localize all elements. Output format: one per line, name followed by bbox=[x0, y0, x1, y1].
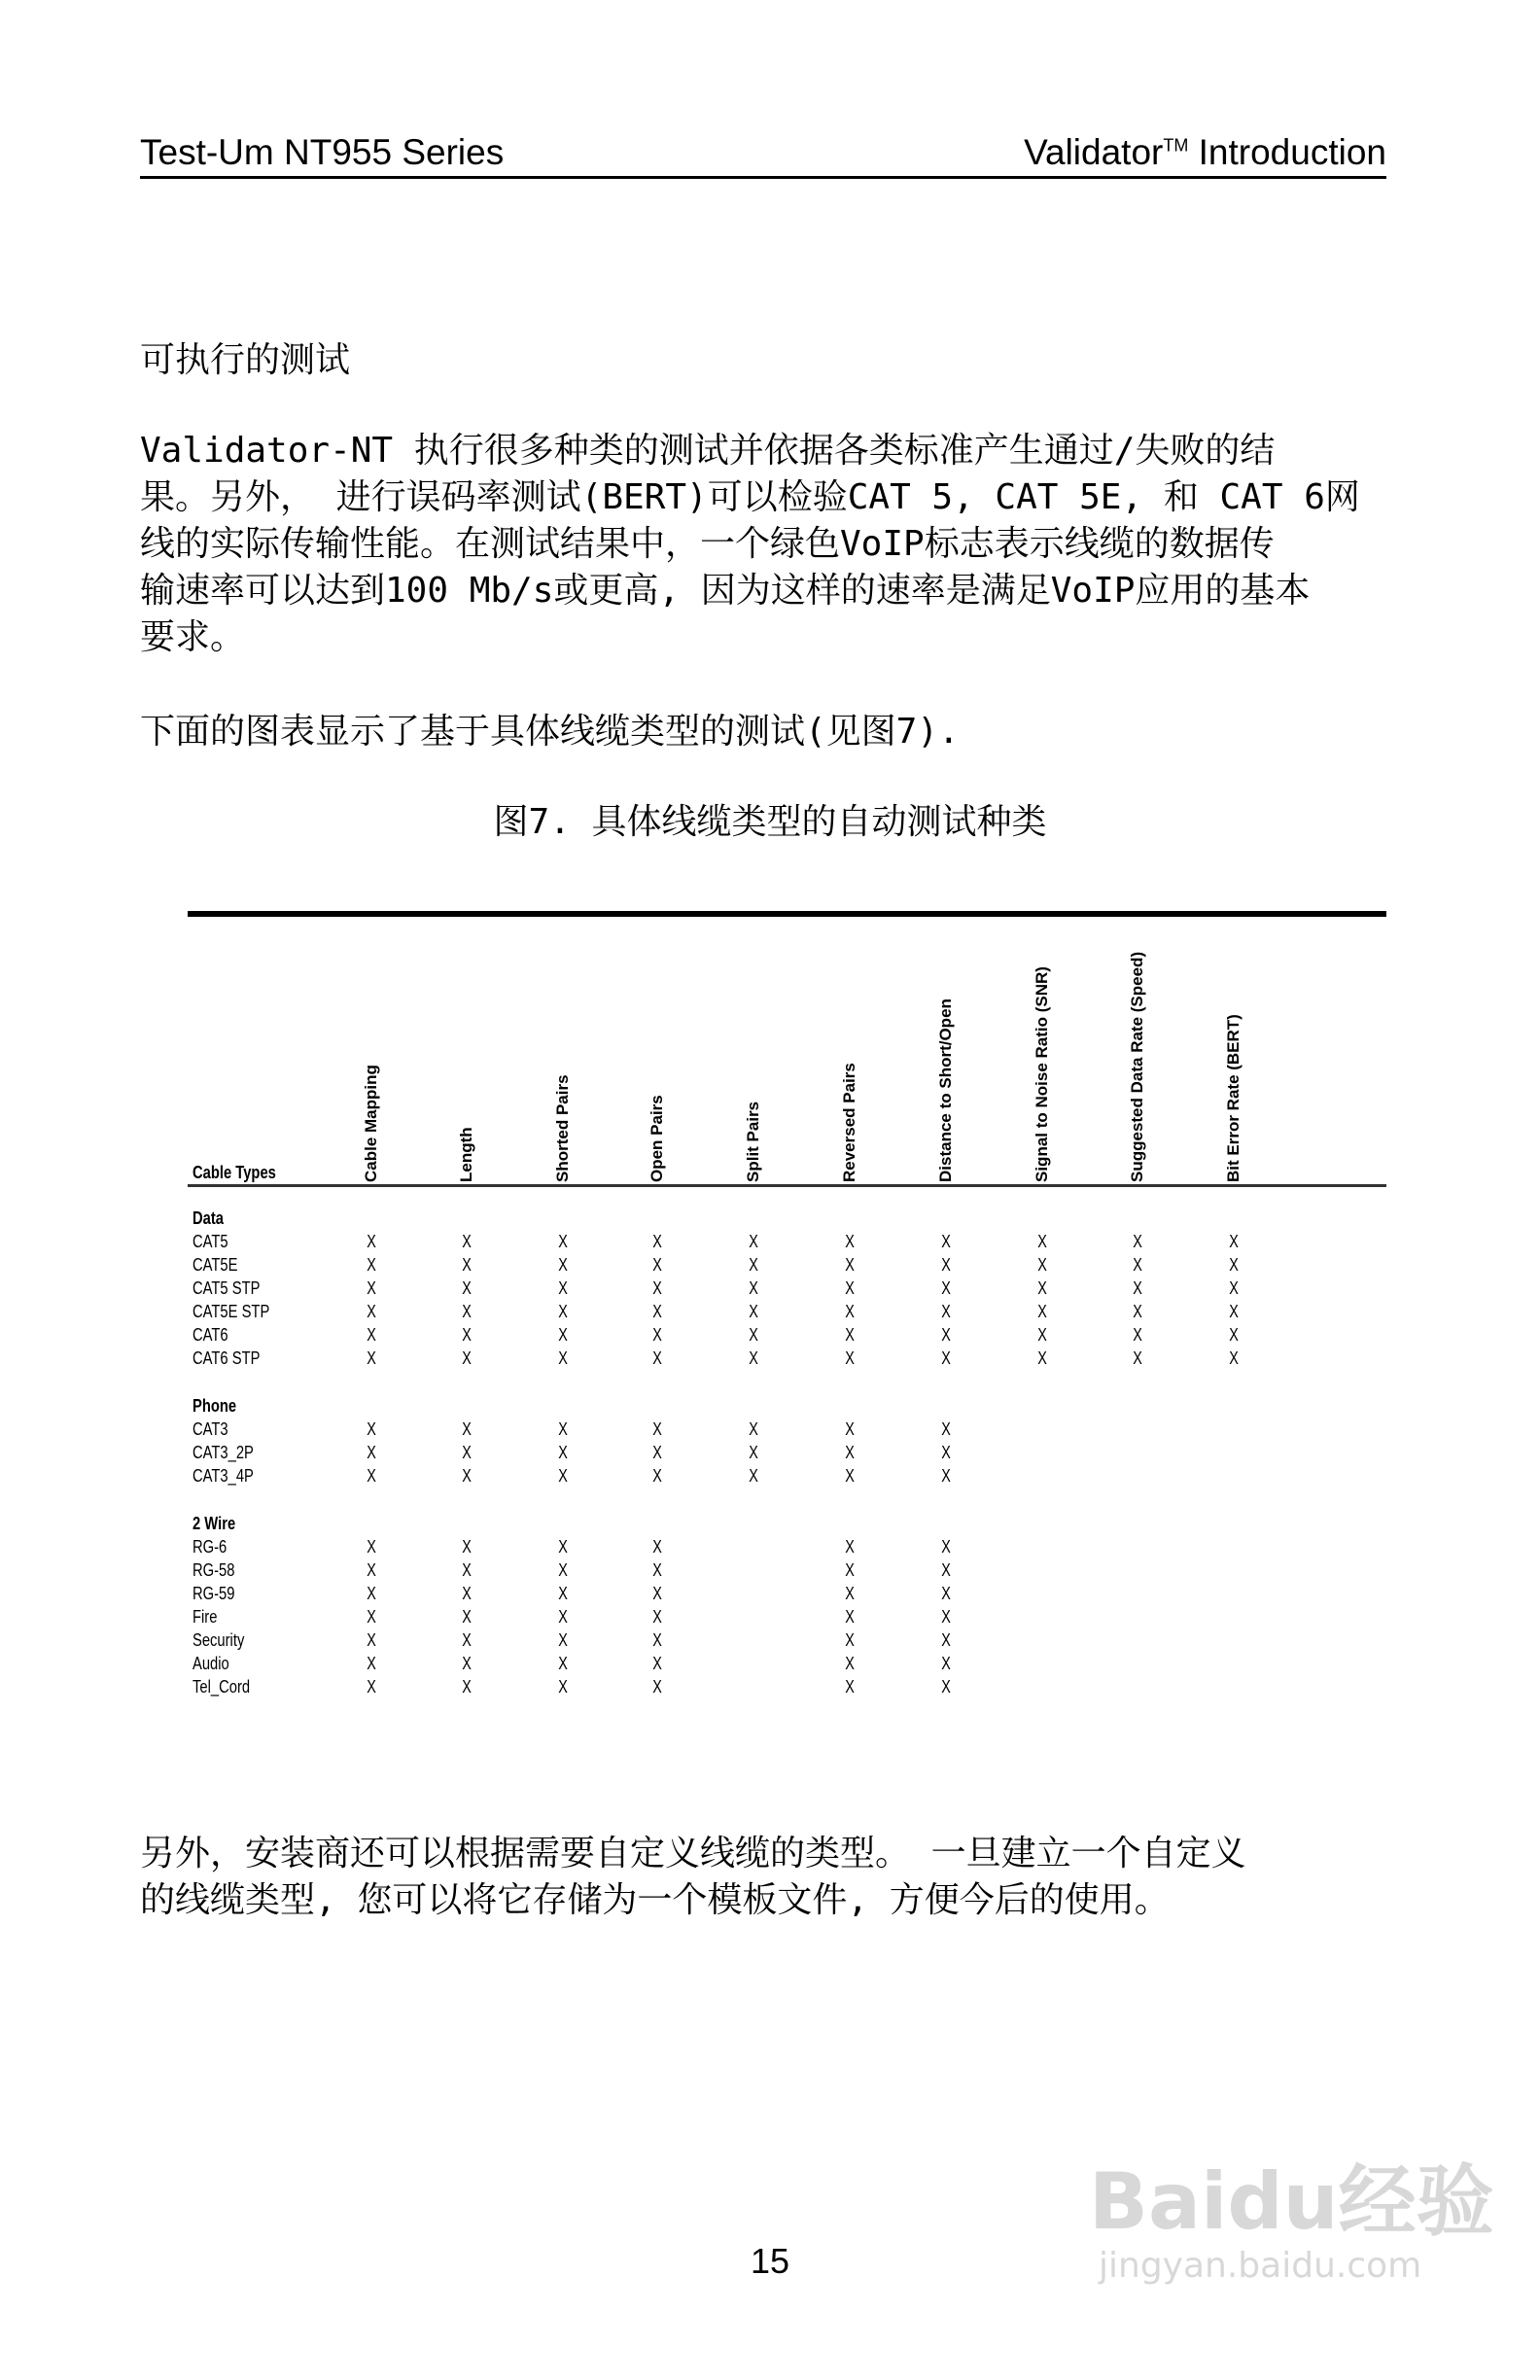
test-mark: X bbox=[462, 1537, 472, 1557]
cable-type-label: CAT6 bbox=[192, 1325, 228, 1345]
test-mark: X bbox=[941, 1443, 951, 1462]
column-header: Cable Mapping bbox=[362, 1065, 380, 1182]
test-mark: X bbox=[652, 1466, 662, 1486]
test-mark: X bbox=[941, 1677, 951, 1697]
cable-type-label: RG-59 bbox=[192, 1584, 235, 1603]
test-mark: X bbox=[941, 1278, 951, 1298]
test-mark: X bbox=[652, 1537, 662, 1557]
test-mark: X bbox=[652, 1607, 662, 1627]
cable-type-label: Tel_Cord bbox=[192, 1677, 251, 1697]
figure-caption: 图7. 具体线缆类型的自动测试种类 bbox=[493, 802, 1047, 842]
test-mark: X bbox=[1133, 1278, 1142, 1298]
column-header: Split Pairs bbox=[744, 1101, 762, 1182]
test-mark: X bbox=[941, 1584, 951, 1603]
test-mark: X bbox=[367, 1419, 376, 1439]
test-mark: X bbox=[367, 1325, 376, 1345]
intro-line: 下面的图表显示了基于具体线缆类型的测试(见图7). bbox=[140, 712, 960, 752]
test-mark: X bbox=[1229, 1348, 1239, 1368]
row-header: Cable Types bbox=[192, 1163, 276, 1182]
test-mark: X bbox=[1133, 1325, 1142, 1345]
header-section bbox=[1024, 132, 1386, 173]
test-mark: X bbox=[367, 1255, 376, 1275]
test-mark: X bbox=[367, 1677, 376, 1697]
paragraph-line: 输速率可以达到100 Mb/s或更高, 因为这样的速率是满足VoIP应用的基本 bbox=[140, 571, 1311, 611]
test-mark: X bbox=[367, 1302, 376, 1321]
test-mark: X bbox=[941, 1466, 951, 1486]
test-mark: X bbox=[1229, 1278, 1239, 1298]
test-mark: X bbox=[558, 1278, 568, 1298]
closing-line: 的线缆类型, 您可以将它存储为一个模板文件, 方便今后的使用。 bbox=[140, 1880, 1170, 1920]
test-mark: X bbox=[462, 1466, 472, 1486]
cable-type-label: CAT6 STP bbox=[192, 1348, 261, 1368]
test-mark: X bbox=[749, 1278, 758, 1298]
column-header: Distance to Short/Open bbox=[936, 998, 955, 1182]
test-mark: X bbox=[941, 1654, 951, 1673]
cable-type-label: CAT3_2P bbox=[192, 1443, 254, 1462]
test-mark: X bbox=[749, 1325, 758, 1345]
test-mark: X bbox=[558, 1419, 568, 1439]
column-header: Length bbox=[457, 1127, 475, 1182]
header-section-main: Validator bbox=[1024, 132, 1164, 172]
test-mark: X bbox=[749, 1302, 758, 1321]
test-mark: X bbox=[367, 1630, 376, 1650]
test-mark: X bbox=[462, 1302, 472, 1321]
test-mark: X bbox=[367, 1348, 376, 1368]
paragraph-line: 果。另外， 进行误码率测试(BERT)可以检验CAT 5, CAT 5E, 和 CAT 6网 bbox=[140, 477, 1360, 517]
paragraph-line: 要求。 bbox=[140, 617, 246, 657]
test-mark: X bbox=[941, 1348, 951, 1368]
column-header: Shorted Pairs bbox=[553, 1074, 572, 1182]
test-mark: X bbox=[652, 1325, 662, 1345]
group-header: Phone bbox=[192, 1396, 237, 1416]
cable-type-label: CAT5E bbox=[192, 1255, 238, 1275]
header-product: Test-Um NT955 Series bbox=[140, 132, 505, 172]
cable-type-label: CAT5 STP bbox=[192, 1278, 261, 1298]
test-mark: X bbox=[845, 1466, 855, 1486]
test-mark: X bbox=[1037, 1325, 1047, 1345]
test-mark: X bbox=[652, 1654, 662, 1673]
test-mark: X bbox=[652, 1348, 662, 1368]
test-mark: X bbox=[1229, 1232, 1239, 1251]
test-mark: X bbox=[845, 1419, 855, 1439]
test-mark: X bbox=[941, 1560, 951, 1580]
test-mark: X bbox=[845, 1630, 855, 1650]
test-mark: X bbox=[845, 1348, 855, 1368]
cable-type-label: CAT3 bbox=[192, 1419, 228, 1439]
test-mark: X bbox=[941, 1302, 951, 1321]
test-mark: X bbox=[652, 1630, 662, 1650]
group-header: Data bbox=[192, 1208, 224, 1228]
test-mark: X bbox=[462, 1443, 472, 1462]
test-mark: X bbox=[558, 1302, 568, 1321]
test-mark: X bbox=[845, 1584, 855, 1603]
test-mark: X bbox=[462, 1278, 472, 1298]
cable-type-label: CAT3_4P bbox=[192, 1466, 254, 1486]
test-mark: X bbox=[652, 1255, 662, 1275]
table-top-rule bbox=[188, 911, 1386, 917]
test-mark: X bbox=[462, 1677, 472, 1697]
test-mark: X bbox=[749, 1232, 758, 1251]
test-mark: X bbox=[749, 1348, 758, 1368]
test-mark: X bbox=[845, 1443, 855, 1462]
test-mark: X bbox=[558, 1537, 568, 1557]
cable-type-label: RG-58 bbox=[192, 1560, 235, 1580]
test-mark: X bbox=[845, 1654, 855, 1673]
paragraph-line: Validator-NT 执行很多种类的测试并依据各类标准产生通过/失败的结 bbox=[140, 431, 1276, 471]
test-mark: X bbox=[1229, 1302, 1239, 1321]
test-mark: X bbox=[462, 1654, 472, 1673]
test-mark: X bbox=[941, 1630, 951, 1650]
cable-type-label: RG-6 bbox=[192, 1537, 228, 1557]
test-mark: X bbox=[652, 1677, 662, 1697]
test-mark: X bbox=[652, 1584, 662, 1603]
test-mark: X bbox=[845, 1278, 855, 1298]
test-mark: X bbox=[558, 1654, 568, 1673]
test-mark: X bbox=[1133, 1302, 1142, 1321]
test-mark: X bbox=[367, 1584, 376, 1603]
test-mark: X bbox=[462, 1607, 472, 1627]
test-mark: X bbox=[941, 1232, 951, 1251]
paragraph-line: 线的实际传输性能。在测试结果中，一个绿色VoIP标志表示线缆的数据传 bbox=[140, 524, 1275, 564]
test-mark: X bbox=[558, 1560, 568, 1580]
cable-type-label: Security bbox=[192, 1630, 245, 1650]
test-mark: X bbox=[462, 1630, 472, 1650]
test-mark: X bbox=[749, 1255, 758, 1275]
test-mark: X bbox=[749, 1466, 758, 1486]
test-mark: X bbox=[462, 1560, 472, 1580]
test-mark: X bbox=[558, 1584, 568, 1603]
test-mark: X bbox=[941, 1537, 951, 1557]
test-mark: X bbox=[367, 1443, 376, 1462]
cable-type-label: Audio bbox=[192, 1654, 229, 1673]
test-mark: X bbox=[845, 1560, 855, 1580]
test-mark: X bbox=[462, 1348, 472, 1368]
group-header: 2 Wire bbox=[192, 1514, 236, 1533]
header-section-rest: Introduction bbox=[1188, 132, 1386, 172]
column-header: Suggested Data Rate (Speed) bbox=[1128, 951, 1146, 1182]
test-mark: X bbox=[845, 1302, 855, 1321]
column-header: Signal to Noise Ratio (SNR) bbox=[1032, 966, 1051, 1182]
test-mark: X bbox=[1229, 1325, 1239, 1345]
test-mark: X bbox=[845, 1325, 855, 1345]
test-mark: X bbox=[462, 1584, 472, 1603]
test-mark: X bbox=[941, 1255, 951, 1275]
test-mark: X bbox=[845, 1537, 855, 1557]
test-mark: X bbox=[1133, 1348, 1142, 1368]
column-header: Reversed Pairs bbox=[840, 1063, 858, 1182]
test-mark: X bbox=[367, 1654, 376, 1673]
test-mark: X bbox=[941, 1419, 951, 1439]
test-mark: X bbox=[558, 1443, 568, 1462]
test-mark: X bbox=[845, 1232, 855, 1251]
test-mark: X bbox=[652, 1560, 662, 1580]
test-mark: X bbox=[558, 1677, 568, 1697]
test-mark: X bbox=[462, 1325, 472, 1345]
test-mark: X bbox=[1037, 1348, 1047, 1368]
test-mark: X bbox=[558, 1630, 568, 1650]
test-mark: X bbox=[1037, 1302, 1047, 1321]
test-mark: X bbox=[558, 1607, 568, 1627]
test-mark: X bbox=[1037, 1232, 1047, 1251]
test-mark: X bbox=[1229, 1255, 1239, 1275]
test-mark: X bbox=[462, 1232, 472, 1251]
test-mark: X bbox=[367, 1466, 376, 1486]
test-mark: X bbox=[1133, 1255, 1142, 1275]
test-mark: X bbox=[941, 1325, 951, 1345]
test-mark: X bbox=[558, 1255, 568, 1275]
test-mark: X bbox=[652, 1302, 662, 1321]
test-mark: X bbox=[845, 1255, 855, 1275]
column-header: Bit Error Rate (BERT) bbox=[1224, 1014, 1242, 1182]
trademark: TM bbox=[1163, 135, 1189, 156]
test-mark: X bbox=[558, 1232, 568, 1251]
test-mark: X bbox=[845, 1607, 855, 1627]
table-header-rule bbox=[188, 1184, 1386, 1187]
test-mark: X bbox=[1133, 1232, 1142, 1251]
cable-type-label: Fire bbox=[192, 1607, 218, 1627]
page-number: 15 bbox=[750, 2241, 790, 2281]
test-mark: X bbox=[941, 1607, 951, 1627]
section-title: 可执行的测试 bbox=[140, 340, 351, 380]
closing-line: 另外，安装商还可以根据需要自定义线缆的类型。 一旦建立一个自定义 bbox=[140, 1834, 1246, 1873]
test-mark: X bbox=[558, 1348, 568, 1368]
test-mark: X bbox=[367, 1232, 376, 1251]
test-mark: X bbox=[1037, 1278, 1047, 1298]
test-mark: X bbox=[367, 1278, 376, 1298]
test-mark: X bbox=[845, 1677, 855, 1697]
test-mark: X bbox=[652, 1232, 662, 1251]
test-mark: X bbox=[367, 1560, 376, 1580]
test-mark: X bbox=[652, 1278, 662, 1298]
test-mark: X bbox=[652, 1419, 662, 1439]
test-mark: X bbox=[749, 1443, 758, 1462]
test-mark: X bbox=[558, 1325, 568, 1345]
test-mark: X bbox=[1037, 1255, 1047, 1275]
test-mark: X bbox=[462, 1419, 472, 1439]
test-mark: X bbox=[367, 1537, 376, 1557]
test-mark: X bbox=[462, 1255, 472, 1275]
test-mark: X bbox=[749, 1419, 758, 1439]
header-rule bbox=[140, 176, 1386, 179]
test-mark: X bbox=[367, 1607, 376, 1627]
test-mark: X bbox=[558, 1466, 568, 1486]
cable-type-label: CAT5E STP bbox=[192, 1302, 270, 1321]
cable-type-label: CAT5 bbox=[192, 1232, 228, 1251]
test-mark: X bbox=[652, 1443, 662, 1462]
column-header: Open Pairs bbox=[648, 1095, 666, 1182]
